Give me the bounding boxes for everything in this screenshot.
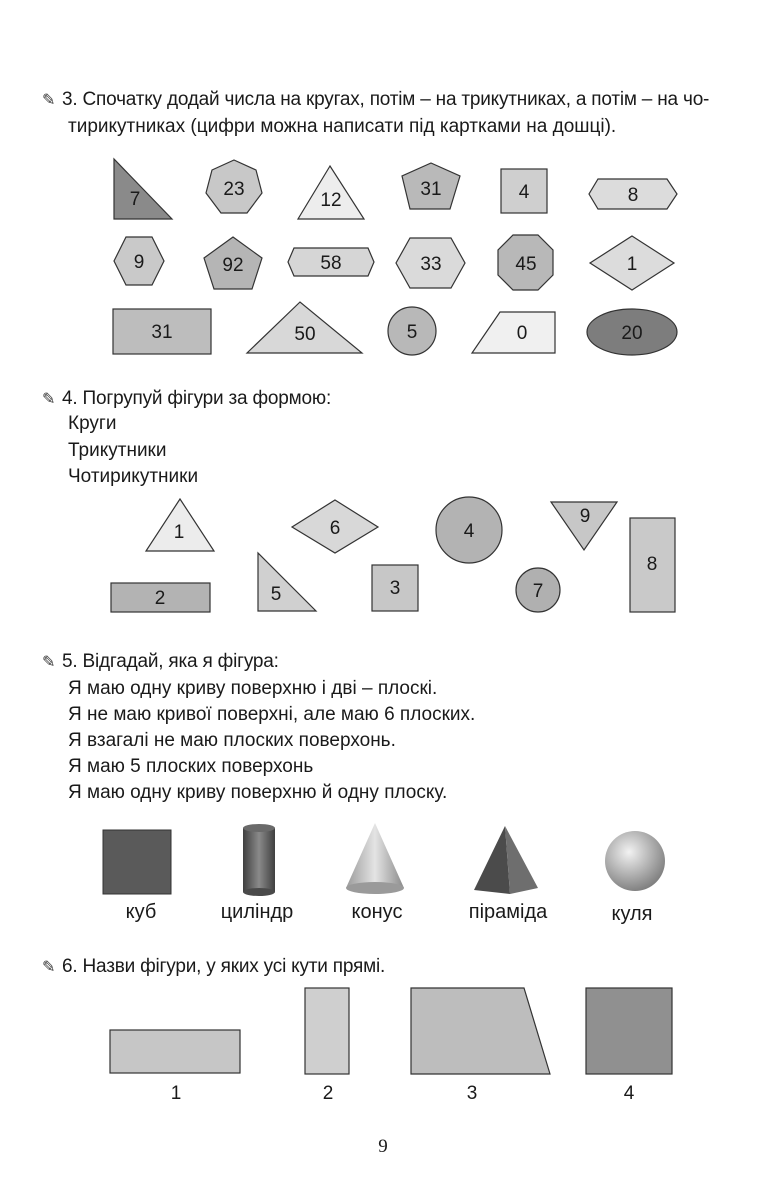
shape-trapezoid	[411, 988, 550, 1074]
shape-trapezoid	[472, 312, 555, 353]
task-6-heading: ✎ 6. Назви фігури, у яких усі кути прямі.	[42, 953, 385, 981]
number: 8	[627, 185, 639, 206]
task-5-labels	[126, 901, 653, 925]
pencil-icon: ✎	[42, 654, 56, 671]
number: 12	[320, 190, 342, 211]
task-6-shapes	[110, 988, 672, 1074]
label-cylinder: циліндр	[220, 901, 294, 923]
number: 5	[406, 322, 418, 343]
task-3-line-2: тирикутниках (цифри можна написати під картками на дошці).	[68, 116, 617, 137]
number: 50	[294, 324, 316, 345]
solid-pyramid	[474, 826, 538, 894]
number: 9	[133, 252, 145, 273]
number: 33	[420, 254, 442, 275]
number: 3	[389, 578, 401, 599]
task-3-shapes	[113, 159, 677, 355]
solid-cube	[103, 830, 171, 894]
number: 7	[129, 189, 141, 210]
number: 23	[223, 179, 245, 200]
number: 4	[463, 521, 475, 542]
number: 31	[420, 179, 442, 200]
task-5-solids	[103, 823, 665, 896]
solid-cylinder	[243, 824, 275, 896]
label-3: 3	[466, 1083, 478, 1104]
riddle-2: Я не маю кривої поверхні, але маю 6 плоских.	[68, 704, 476, 725]
group-triangles: Трикутники	[68, 440, 167, 461]
number: 58	[320, 253, 342, 274]
label-cube: куб	[125, 901, 157, 923]
label-sphere: куля	[611, 903, 653, 925]
number: 31	[151, 322, 173, 343]
number: 5	[270, 584, 282, 605]
number: 0	[516, 323, 528, 344]
shape-right-triangle	[258, 553, 316, 611]
riddle-4: Я маю 5 плоских поверхонь	[68, 756, 314, 777]
number: 4	[518, 182, 530, 203]
number: 9	[579, 506, 591, 527]
shape-square	[586, 988, 672, 1074]
number: 20	[621, 323, 643, 344]
number: 2	[154, 588, 166, 609]
number: 1	[173, 522, 185, 543]
number: 7	[532, 581, 544, 602]
label-pyramid: піраміда	[468, 901, 548, 923]
number: 8	[646, 554, 658, 575]
number: 1	[626, 254, 638, 275]
task-6-labels	[171, 1083, 635, 1104]
label-2: 2	[322, 1083, 334, 1104]
pencil-icon: ✎	[42, 959, 56, 976]
solid-cone	[346, 823, 404, 894]
label-4: 4	[623, 1083, 635, 1104]
label-1: 1	[170, 1083, 182, 1104]
task-5-heading: ✎ 5. Відгадай, яка я фігура:	[42, 648, 279, 676]
page-number: 9	[378, 1136, 388, 1157]
riddle-3: Я взагалі не маю плоских поверхонь.	[68, 730, 396, 751]
riddle-5: Я маю одну криву поверхню й одну плоску.	[68, 782, 448, 803]
task-3-line-1: ✎ 3. Спочатку додай числа на кругах, потім – на трикутниках, а потім – на чо-	[42, 86, 709, 114]
number: 45	[515, 254, 537, 275]
number: 6	[329, 518, 341, 539]
number: 92	[222, 255, 244, 276]
label-cone: конус	[351, 901, 403, 923]
task-4-heading: ✎ 4. Погрупуй фігури за формою:	[42, 385, 331, 413]
group-quadrilaterals: Чотирикутники	[68, 466, 199, 487]
riddle-1: Я маю одну криву поверхню і дві – плоскі.	[68, 678, 438, 699]
shape-rectangle-wide	[110, 1030, 240, 1073]
solid-sphere	[605, 831, 665, 891]
pencil-icon: ✎	[42, 391, 56, 408]
shape-right-triangle	[114, 159, 172, 219]
pencil-icon: ✎	[42, 92, 56, 109]
group-circles: Круги	[68, 413, 117, 434]
shape-rectangle-tall	[305, 988, 349, 1074]
